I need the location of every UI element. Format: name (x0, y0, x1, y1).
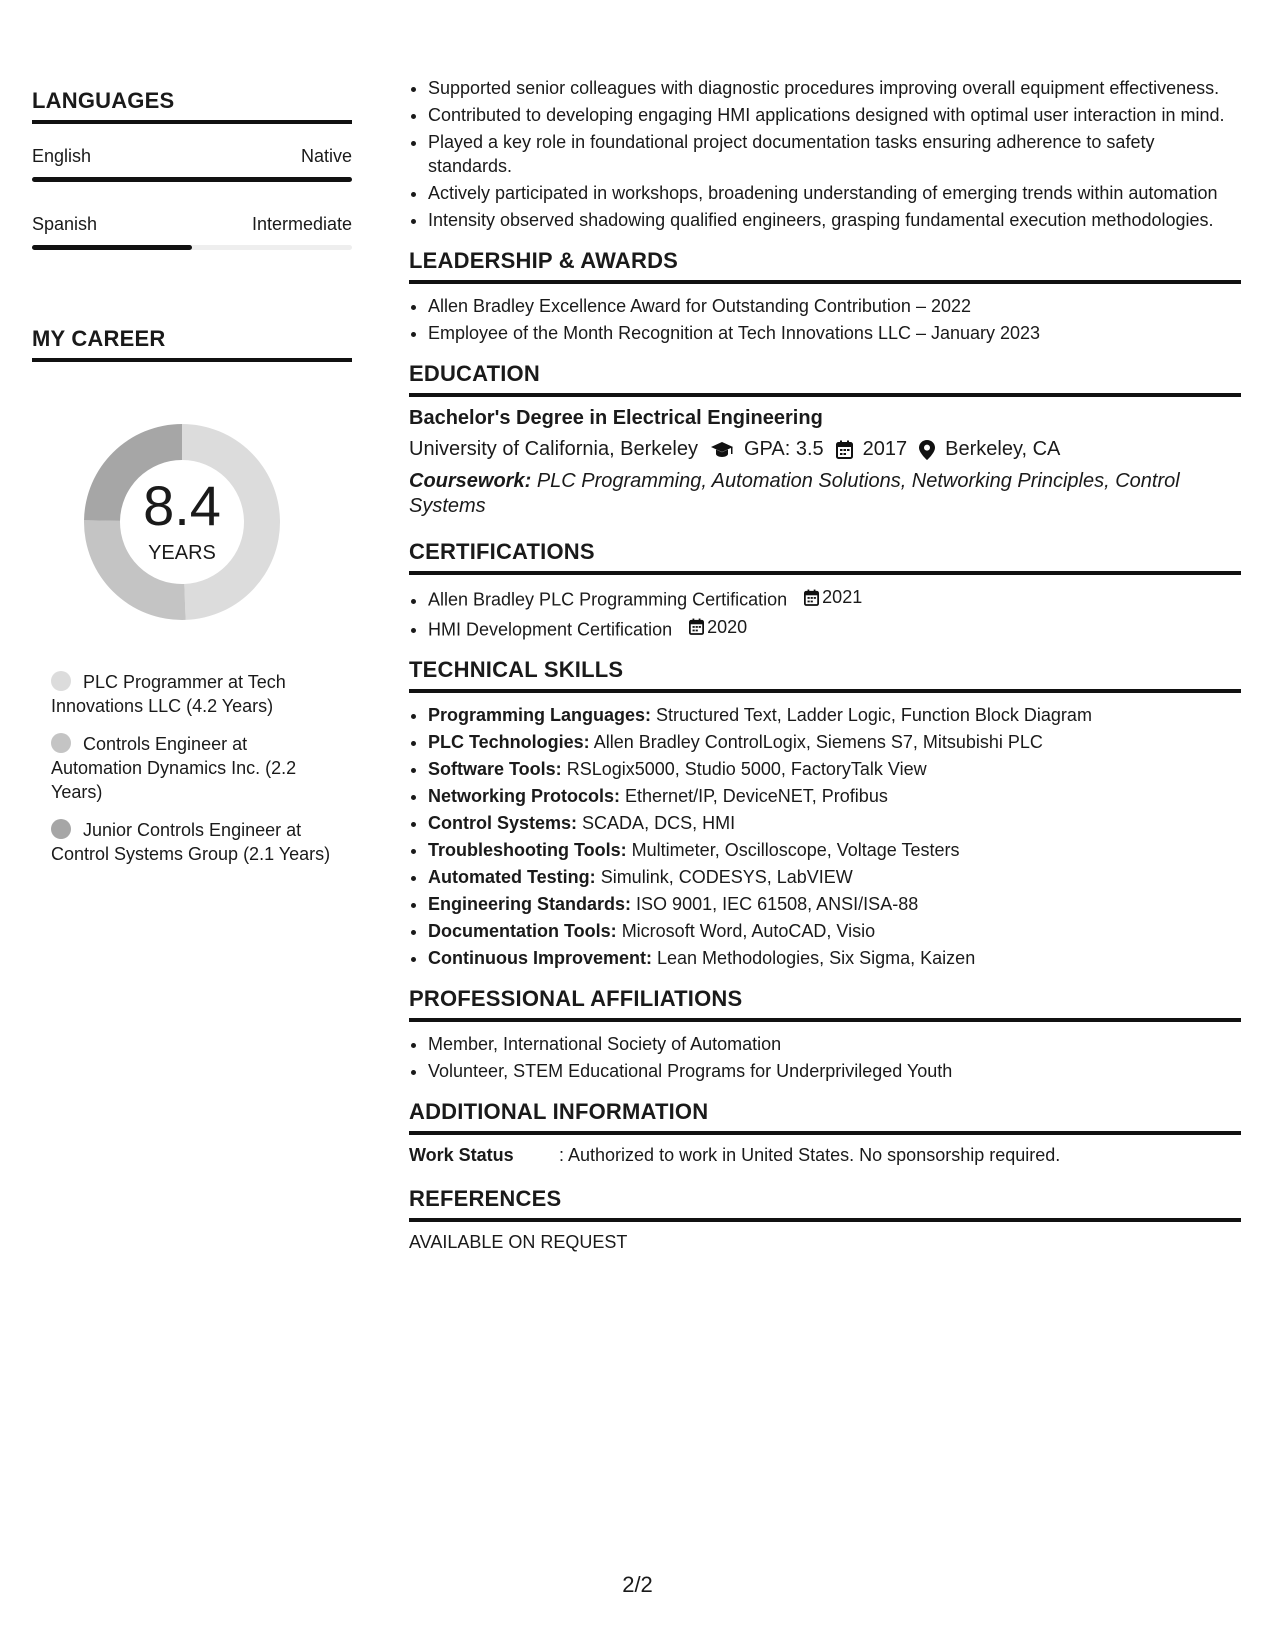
education-section (409, 361, 1241, 519)
career-legend-item (51, 732, 341, 804)
legend-label: Junior Controls Engineer at Control Systems Group (2.1 Years) (51, 820, 331, 864)
skill-value: Microsoft Word, AutoCAD, Visio (621, 921, 876, 941)
career-legend-item (51, 818, 341, 866)
awards-section (409, 248, 1241, 345)
certification-year: 2020 (707, 616, 748, 637)
additional-info-section (409, 1099, 1241, 1166)
career-legend (32, 670, 341, 866)
language-level: Native (300, 146, 352, 166)
certifications-title: CERTIFICATIONS (409, 539, 1241, 575)
skill-label: Software Tools: (428, 759, 562, 779)
skill-value: Ethernet/IP, DeviceNET, Profibus (625, 786, 888, 806)
skill-value: Structured Text, Ladder Logic, Function Block Diagram (656, 705, 1092, 725)
list-item (428, 703, 1241, 727)
list-item: • Supported senior colleagues with diagnostic procedures improving overall equipment effectiveness. (428, 76, 1241, 100)
calendar-icon (836, 440, 853, 459)
calendar-icon (804, 589, 819, 606)
list-item: • Intensity observed shadowing qualified engineers, grasping fundamental execution methodologies. (428, 208, 1241, 232)
graduation-cap-icon (710, 441, 734, 459)
list-item: • Employee of the Month Recognition at Tech Innovations LLC – January 2023 (428, 321, 1241, 345)
skill-value: ISO 9001, IEC 61508, ANSI/ISA-88 (636, 894, 919, 914)
skill-label: Engineering Standards: (428, 894, 632, 914)
skill-label: Control Systems: (428, 813, 578, 833)
legend-dot (51, 671, 71, 691)
list-item (428, 784, 1241, 808)
list-item (428, 892, 1241, 916)
skill-label: Documentation Tools: (428, 921, 617, 941)
skill-value: Lean Methodologies, Six Sigma, Kaizen (657, 948, 976, 968)
education-title: EDUCATION (409, 361, 1241, 397)
language-name: English (32, 146, 92, 166)
legend-dot (51, 733, 71, 753)
experience-bullets (409, 76, 1241, 232)
career-section (32, 326, 352, 866)
work-status-value: : Authorized to work in United States. No sponsorship required. (559, 1145, 1061, 1165)
language-name: Spanish (32, 214, 98, 234)
awards-title: LEADERSHIP & AWARDS (409, 248, 1241, 284)
education-degree: Bachelor's Degree in Electrical Engineering (409, 407, 823, 429)
language-proficiency-fill (32, 245, 192, 250)
skill-label: Programming Languages: (428, 705, 652, 725)
legend-label: PLC Programmer at Tech Innovations LLC (4.2 Years) (51, 672, 286, 716)
career-total-years: 8.4 (143, 474, 221, 537)
list-item (428, 946, 1241, 970)
work-status-row (409, 1145, 1241, 1166)
references-section (409, 1186, 1241, 1253)
certifications-section (409, 539, 1241, 641)
calendar-icon (689, 618, 704, 635)
career-donut-chart (66, 406, 298, 638)
page-number: 2/2 (622, 1572, 653, 1597)
coursework-text: PLC Programming, Automation Solutions, Networking Principles, Control Systems (409, 470, 1180, 517)
right-column (409, 76, 1241, 1253)
list-item (428, 615, 1241, 642)
skill-value: Allen Bradley ControlLogix, Siemens S7, Mitsubishi PLC (593, 732, 1043, 752)
list-item (428, 865, 1241, 889)
education-year: 2017 (862, 438, 908, 460)
references-text: AVAILABLE ON REQUEST (409, 1232, 628, 1252)
list-item: • Allen Bradley Excellence Award for Outstanding Contribution – 2022 (428, 294, 1241, 318)
career-legend-item (51, 670, 341, 718)
language-level: Intermediate (251, 214, 352, 234)
list-item (428, 811, 1241, 835)
education-details (409, 438, 1241, 461)
skill-value: RSLogix5000, Studio 5000, FactoryTalk View (566, 759, 927, 779)
skill-label: Automated Testing: (428, 867, 596, 887)
location-pin-icon (919, 440, 935, 460)
language-proficiency-bar (32, 245, 352, 250)
language-english (32, 146, 352, 182)
list-item (428, 838, 1241, 862)
education-school: University of California, Berkeley (409, 438, 698, 460)
list-item: • Actively participated in workshops, broadening understanding of emerging trends within automation (428, 181, 1241, 205)
coursework-label: Coursework: (409, 470, 532, 492)
language-spanish (32, 214, 352, 250)
skills-title: TECHNICAL SKILLS (409, 657, 1241, 693)
work-status-label: Work Status (409, 1145, 514, 1165)
list-item (428, 757, 1241, 781)
education-gpa: GPA: 3.5 (744, 438, 824, 460)
education-location: Berkeley, CA (945, 438, 1061, 460)
skill-label: Continuous Improvement: (428, 948, 652, 968)
list-item: • Played a key role in foundational project documentation tasks ensuring adherence to safety standards. (428, 130, 1241, 178)
certification-name: HMI Development Certification (428, 619, 673, 639)
language-proficiency-fill (32, 177, 352, 182)
left-column (32, 88, 352, 880)
career-title: MY CAREER (32, 326, 352, 362)
certification-name: Allen Bradley PLC Programming Certification (428, 589, 788, 610)
list-item (428, 919, 1241, 943)
list-item: • Member, International Society of Automation (428, 1032, 1241, 1056)
skill-value: Simulink, CODESYS, LabVIEW (600, 867, 853, 887)
skill-label: Networking Protocols: (428, 786, 621, 806)
certification-year: 2021 (822, 587, 863, 607)
language-proficiency-bar (32, 177, 352, 182)
education-coursework (409, 469, 1241, 519)
additional-info-title: ADDITIONAL INFORMATION (409, 1099, 1241, 1135)
references-title: REFERENCES (409, 1186, 1241, 1222)
languages-title: LANGUAGES (32, 88, 352, 124)
list-item: • Contributed to developing engaging HMI applications designed with optimal user interaction in mind. (428, 103, 1241, 127)
skill-value: Multimeter, Oscilloscope, Voltage Testers (631, 840, 960, 860)
legend-dot (51, 819, 71, 839)
skills-section (409, 657, 1241, 970)
skill-label: Troubleshooting Tools: (428, 840, 627, 860)
skill-value: SCADA, DCS, HMI (582, 813, 736, 833)
skill-label: PLC Technologies: (428, 732, 590, 752)
list-item (428, 585, 1241, 612)
career-total-unit: YEARS (148, 542, 216, 564)
affiliations-section (409, 986, 1241, 1083)
affiliations-title: PROFESSIONAL AFFILIATIONS (409, 986, 1241, 1022)
legend-label: Controls Engineer at Automation Dynamics Inc. (2.2 Years) (51, 734, 297, 802)
list-item: • Volunteer, STEM Educational Programs for Underprivileged Youth (428, 1059, 1241, 1083)
list-item (428, 730, 1241, 754)
